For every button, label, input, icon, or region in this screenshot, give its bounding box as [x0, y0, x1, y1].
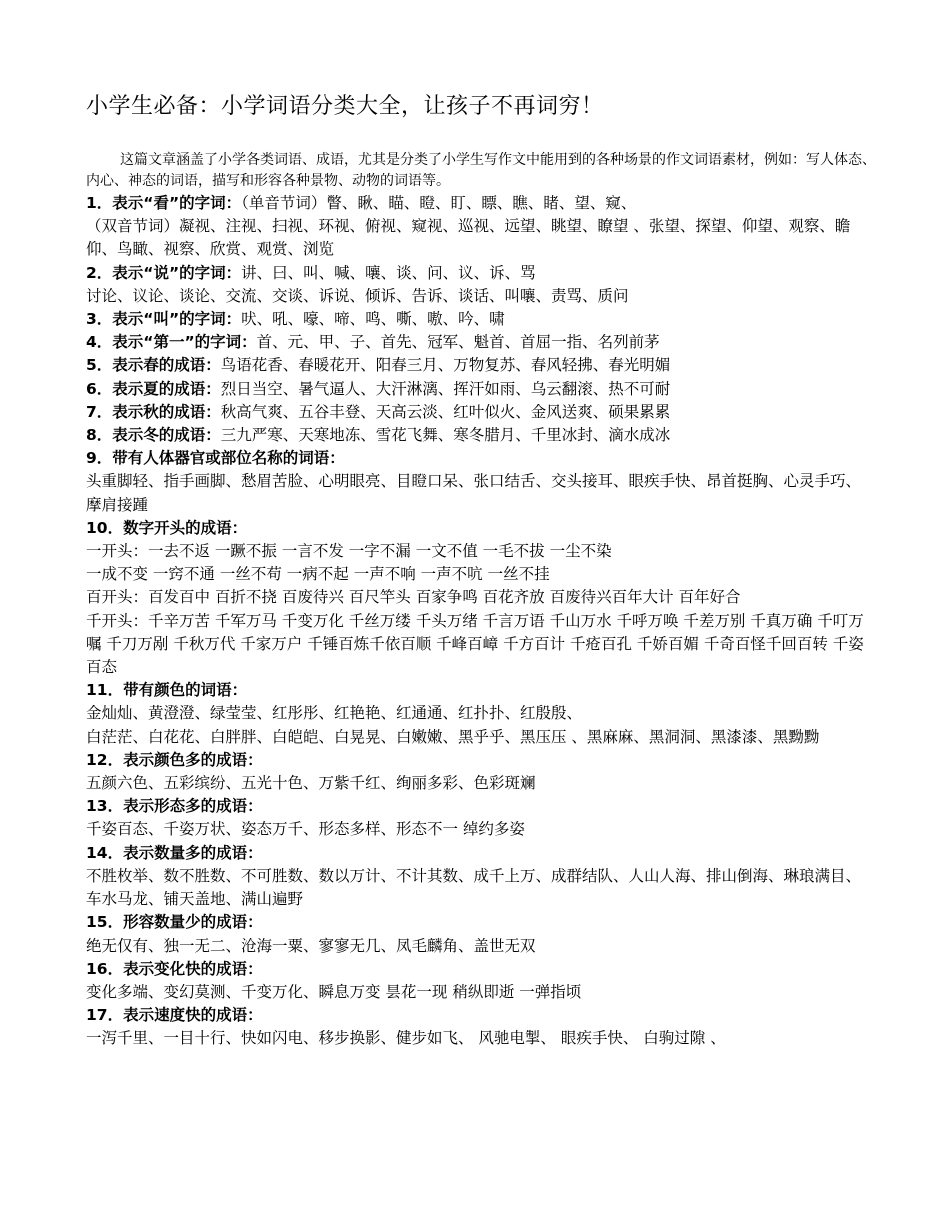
- section-heading-line: [86, 795, 876, 818]
- section-heading: 15．形容数量少的成语：: [86, 913, 263, 932]
- section-15: [86, 911, 876, 957]
- section-heading-line: [86, 262, 876, 285]
- section-heading-line: [86, 308, 876, 331]
- section-heading-line: [86, 354, 876, 377]
- section-11: [86, 679, 876, 749]
- section-heading-line: [86, 679, 876, 702]
- section-14: [86, 842, 876, 912]
- section-16: [86, 958, 876, 1004]
- section-text: 一开头：一去不返 一蹶不振 一言不发 一字不漏 一文不值 一毛不拔 一尘不染: [86, 542, 612, 561]
- section-heading: 1．表示“看”的字词：: [86, 194, 242, 212]
- section-heading: 5．表示春的成语：: [86, 356, 221, 375]
- section-text: 秋高气爽、五谷丰登、天高云淡、红叶似火、金风送爽、硕果累累: [220, 402, 671, 421]
- section-text: 烈日当空、暑气逼人、大汗淋漓、挥汗如雨、乌云翻滚、热不可耐: [220, 379, 671, 398]
- section-text: （单音节词）瞥、瞅、瞄、瞪、盯、瞟、瞧、睹、望、窥、: [241, 194, 637, 212]
- section-heading-line: [86, 378, 876, 401]
- section-8: [86, 424, 876, 447]
- section-12: [86, 749, 876, 795]
- section-heading: 8．表示冬的成语：: [86, 426, 221, 445]
- section-text: 千姿百态、千姿万状、姿态万千、形态多样、形态不一 绰约多姿: [86, 820, 525, 839]
- section-heading: 7．表示秋的成语：: [86, 402, 221, 421]
- section-heading: 6．表示夏的成语：: [86, 379, 221, 398]
- document-page: [86, 92, 876, 1051]
- section-6: [86, 378, 876, 401]
- section-heading-line: [86, 424, 876, 447]
- section-text: 变化多端、变幻莫测、千变万化、瞬息万变 昙花一现 稍纵即逝 一弹指顷: [86, 982, 582, 1001]
- section-text: 百开头：百发百中 百折不挠 百废待兴 百尺竿头 百家争鸣 百花齐放 百废待兴百年大计 百年好合: [86, 588, 741, 607]
- section-text: 千开头：千辛万苦 千军万马 千变万化 千丝万缕 千头万绪 千言万语 千山万水 千呼万唤 千差万别 千真万确 千叮万嘱 千刀万剐 千秋万代 千家万户 千锤百炼千依百顺 千峰百嶂 千方百计 千疮百孔 千娇百媚 千奇百怪千回百转 千姿百态: [86, 611, 864, 677]
- section-3: [86, 308, 876, 331]
- section-heading: 13．表示形态多的成语：: [86, 797, 263, 816]
- section-heading-line: [86, 1004, 876, 1027]
- section-text: 讲、曰、叫、喊、嚷、谈、问、议、诉、骂: [241, 263, 536, 282]
- section-5: [86, 354, 876, 377]
- section-text: 鸟语花香、春暖花开、阳春三月、万物复苏、春风轻拂、春光明媚: [220, 356, 671, 375]
- section-heading: 4．表示“第一”的字词：: [86, 333, 257, 352]
- section-text: 金灿灿、黄澄澄、绿莹莹、红彤彤、红艳艳、红通通、红扑扑、红殷殷、: [86, 704, 583, 723]
- section-text: 三九严寒、天寒地冻、雪花飞舞、寒冬腊月、千里冰封、滴水成冰: [220, 426, 671, 445]
- section-heading: 3．表示“叫”的字词：: [86, 310, 242, 329]
- section-text: 不胜枚举、数不胜数、不可胜数、数以万计、不计其数、成千上万、成群结队、人山人海、排山倒海、琳琅满目、车水马龙、铺天盖地、满山遍野: [86, 866, 862, 909]
- section-heading: 2．表示“说”的字词：: [86, 263, 242, 282]
- section-heading-line: [86, 517, 876, 540]
- intro-paragraph: 这篇文章涵盖了小学各类词语、成语，尤其是分类了小学生写作文中能用到的各种场景的作文词语素材，例如：写人体态、内心、神态的词语，描写和形容各种景物、动物的词语等。: [86, 152, 876, 189]
- section-4: [86, 331, 876, 354]
- section-heading: 12．表示颜色多的成语：: [86, 750, 263, 769]
- section-text: 首、元、甲、子、首先、冠军、魁首、首屈一指、名列前茅: [256, 333, 660, 352]
- section-heading-line: [86, 842, 876, 865]
- sections-list: [86, 192, 876, 1051]
- section-heading: 16．表示变化快的成语：: [86, 959, 263, 978]
- section-text: 讨论、议论、谈论、交流、交谈、诉说、倾诉、告诉、谈话、叫嚷、责骂、质问: [86, 286, 629, 305]
- section-text: 头重脚轻、指手画脚、愁眉苦脸、心明眼亮、目瞪口呆、张口结舌、交头接耳、眼疾手快、昂首挺胸、心灵手巧、摩肩接踵: [86, 472, 862, 514]
- section-1: [86, 192, 876, 262]
- section-heading: 14．表示数量多的成语：: [86, 843, 263, 862]
- section-heading: 10．数字开头的成语：: [86, 518, 248, 537]
- section-text: 绝无仅有、独一无二、沧海一粟、寥寥无几、凤毛麟角、盖世无双: [86, 936, 536, 955]
- section-text: 吠、吼、嚎、啼、鸣、嘶、嗷、吟、啸: [241, 310, 505, 329]
- page-title: 小学生必备：小学词语分类大全，让孩子不再词穷！: [86, 94, 604, 119]
- section-17: [86, 1004, 876, 1050]
- section-heading-line: [86, 447, 876, 470]
- section-heading-line: [86, 331, 876, 354]
- section-7: [86, 401, 876, 424]
- section-text: 一成不变 一窍不通 一丝不苟 一病不起 一声不响 一声不吭 一丝不挂: [86, 565, 550, 584]
- section-9: [86, 447, 876, 517]
- section-heading-line: [86, 749, 876, 772]
- section-heading-line: [86, 401, 876, 424]
- section-10: [86, 517, 876, 679]
- section-text: 五颜六色、五彩缤纷、五光十色、万紫千红、绚丽多彩、色彩斑斓: [86, 774, 536, 793]
- section-2: [86, 262, 876, 308]
- section-heading-line: [86, 192, 876, 215]
- section-text: 白茫茫、白花花、白胖胖、白皑皑、白晃晃、白嫩嫩、黑乎乎、黑压压 、黑麻麻、黑洞洞、黑漆漆、黑黝黝: [86, 727, 820, 746]
- section-text: 一泻千里、一目十行、快如闪电、移步换影、健步如飞、 风驰电掣、 眼疾手快、 白驹过隙 、: [86, 1029, 726, 1048]
- section-heading: 11．带有颜色的词语：: [86, 681, 248, 700]
- section-heading-line: [86, 911, 876, 934]
- section-heading-line: [86, 958, 876, 981]
- section-heading: 17．表示速度快的成语：: [86, 1006, 263, 1025]
- section-13: [86, 795, 876, 841]
- section-text: （双音节词）凝视、注视、扫视、环视、俯视、窥视、巡视、远望、眺望、瞭望 、张望、探望、仰望、观察、瞻仰、鸟瞰、视察、欣赏、观赏、浏览: [86, 217, 851, 259]
- section-heading: 9．带有人体器官或部位名称的词语：: [86, 449, 345, 468]
